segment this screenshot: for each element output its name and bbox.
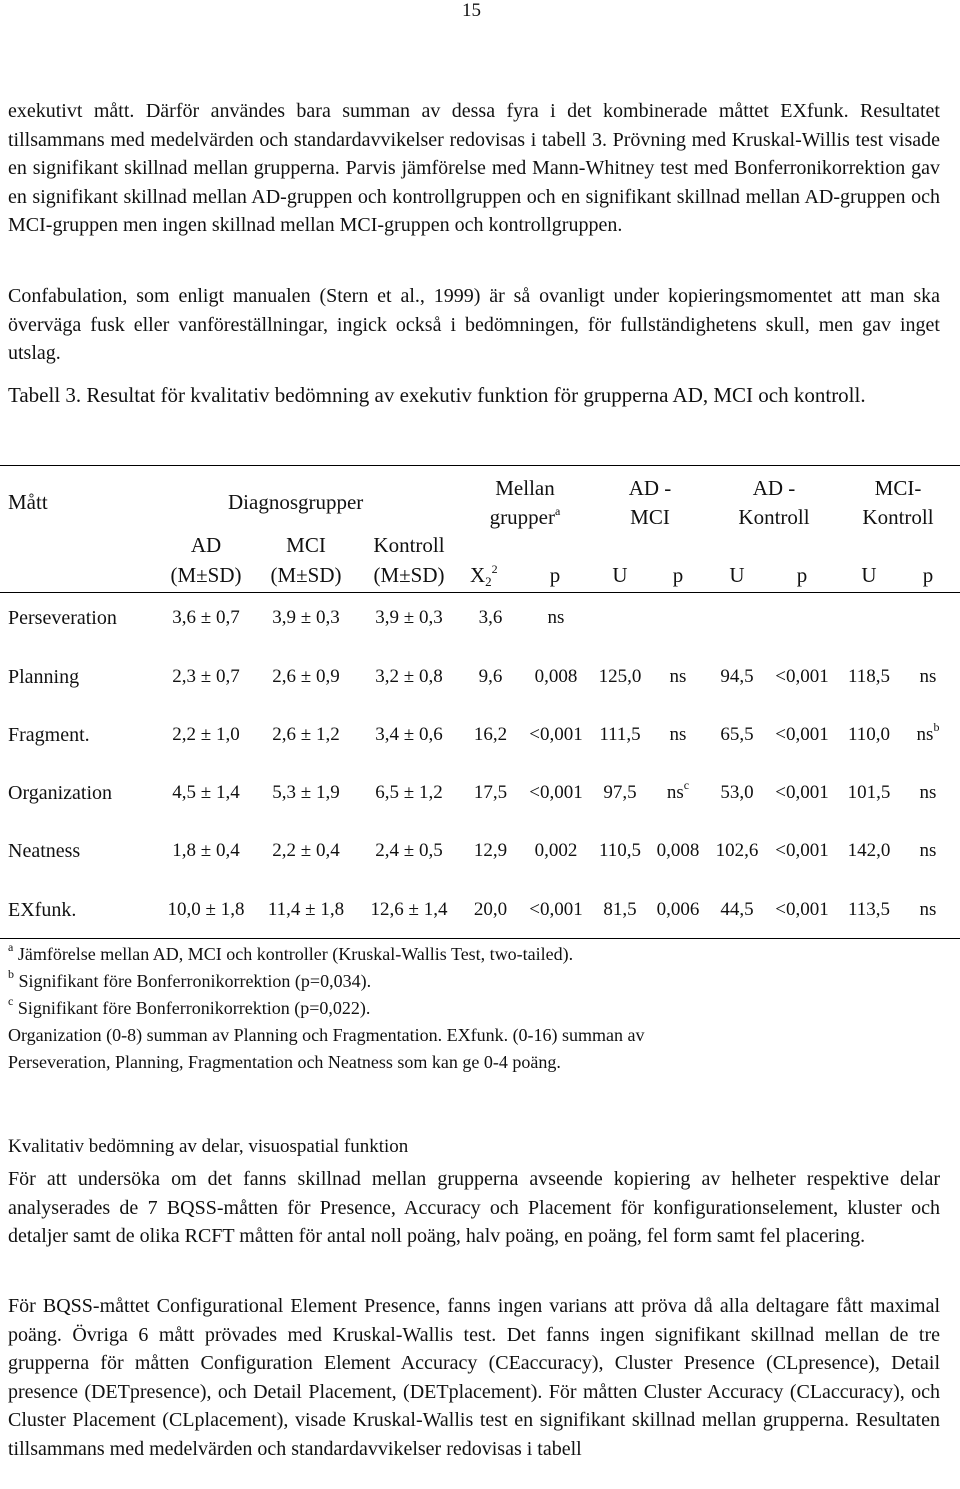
cell-mci (256, 665, 356, 689)
paragraph-section-1: För att undersöka om det fanns skillnad mellan grupperna avseende kopiering av helheter respektive delar analyserades de 7 BQSS-måtten för Presence, Accuracy och Placement för konfigurationselement, kluster och detaljer samt de olika RCFT måtten för antal noll poäng, halv poäng, en poäng, fel form samt fel placering. (8, 1168, 940, 1247)
footnote-b (8, 968, 948, 995)
cell-u-ad-mci-value: 97,5 (603, 782, 637, 803)
cell-ad (156, 839, 256, 863)
cell-p-mellan (526, 839, 586, 863)
cell-p-ad-mci-value: ns (666, 782, 684, 803)
cell-p-ad-kontroll-value: <0,001 (775, 899, 829, 920)
cell-mci-value: 2,2 ± 0,4 (272, 840, 340, 861)
cell-chi2-value: 17,5 (473, 782, 508, 803)
cell-u-mci-kontroll-value: 142,0 (847, 840, 891, 861)
cell-chi2 (463, 839, 518, 863)
cell-kontroll-value: 6,5 ± 1,2 (375, 782, 443, 803)
cell-chi2 (463, 781, 518, 805)
cell-p-ad-mci-value: ns (669, 666, 687, 687)
header-ad-mci-line2: MCI (630, 505, 670, 529)
cell-chi2 (463, 898, 518, 922)
cell-kontroll (358, 839, 460, 863)
cell-p-ad-kontroll-value: <0,001 (775, 724, 829, 745)
cell-p-ad-kontroll (770, 781, 834, 805)
cell-p-mci-kontroll (900, 665, 956, 689)
cell-ad-value: 3,6 ± 0,7 (172, 607, 240, 628)
cell-u-mci-kontroll-value: 118,5 (847, 666, 891, 687)
cell-p-ad-mci-sup: c (683, 778, 690, 792)
header-ad: AD (190, 533, 222, 557)
footnote-c (8, 995, 948, 1022)
cell-ad-value: 1,8 ± 0,4 (172, 840, 240, 861)
cell-kontroll-value: 2,4 ± 0,5 (375, 840, 443, 861)
cell-p-mellan (526, 723, 586, 747)
cell-p-ad-mci (650, 665, 706, 689)
cell-p-ad-mci-value: ns (669, 724, 687, 745)
cell-mci (256, 781, 356, 805)
cell-u-mci-kontroll (840, 839, 898, 863)
cell-u-ad-kontroll (708, 781, 766, 805)
header-mci: MCI (286, 533, 326, 557)
cell-kontroll (358, 723, 460, 747)
footnote-b-mark: b (8, 967, 14, 981)
cell-p-mci-kontroll-sup: b (933, 720, 940, 734)
cell-p-mellan-value: 0,008 (534, 666, 578, 687)
section-heading: Kvalitativ bedömning av delar, visuospatial funktion (8, 1136, 409, 1157)
cell-u-ad-mci (592, 781, 648, 805)
header-p-ad-kontroll: p (796, 563, 808, 587)
cell-p-ad-kontroll-value: <0,001 (775, 666, 829, 687)
cell-p-ad-kontroll-value: <0,001 (775, 840, 829, 861)
cell-p-mci-kontroll (900, 781, 956, 805)
cell-p-mellan-value: <0,001 (529, 782, 583, 803)
cell-u-ad-kontroll (708, 723, 766, 747)
header-mellan-line2 (470, 503, 580, 532)
header-chi-sup: 2 (491, 562, 498, 576)
header-diagnosgrupper: Diagnosgrupper (228, 490, 364, 514)
cell-p-mellan (526, 665, 586, 689)
cell-chi2 (463, 723, 518, 747)
cell-measure (8, 723, 158, 747)
cell-p-ad-kontroll (770, 898, 834, 922)
cell-p-ad-mci-value: 0,008 (656, 840, 700, 861)
cell-mci-value: 2,6 ± 1,2 (272, 724, 340, 745)
cell-u-ad-kontroll-value: 94,5 (720, 666, 754, 687)
header-u-ad-kontroll: U (729, 563, 745, 587)
cell-ad-value: 2,3 ± 0,7 (172, 666, 240, 687)
cell-measure-value: Planning (8, 666, 80, 688)
cell-u-mci-kontroll (840, 723, 898, 747)
cell-p-mci-kontroll-value: ns (919, 782, 937, 803)
cell-kontroll-value: 3,9 ± 0,3 (375, 607, 443, 628)
header-matt: Mått (8, 490, 48, 514)
footnote-c-text: Signifikant före Bonferronikorrektion (p=0,022). (13, 998, 371, 1018)
header-msd-kontroll: (M±SD) (373, 563, 445, 587)
cell-measure-value: Fragment. (8, 724, 90, 746)
cell-mci-value: 5,3 ± 1,9 (272, 782, 340, 803)
cell-p-mci-kontroll (900, 898, 956, 922)
cell-p-mci-kontroll-value: ns (919, 899, 937, 920)
cell-mci-value: 2,6 ± 0,9 (272, 666, 340, 687)
cell-u-mci-kontroll (840, 898, 898, 922)
header-p-mellan: p (549, 563, 561, 587)
cell-measure (8, 606, 158, 630)
header-p-ad-mci: p (672, 563, 684, 587)
cell-ad (156, 781, 256, 805)
cell-p-mellan-value: <0,001 (529, 899, 583, 920)
paragraph-section-2: För BQSS-måttet Configurational Element Presence, fanns ingen varians att pröva då alla deltagare fått maximal poäng. Övriga 6 mått prövades med Kruskal-Wallis test. Det fanns ingen signifikant skillnad mellan de tre grupperna för måtten Configuration Element Accuracy (CEaccuracy), Cluster Presence (CLpresence), Detail presence (DETpresence), och Detail Placement, (DETplacement). För måtten Cluster Accuracy (CLaccuracy), och Cluster Placement (CLplacement), visade Kruskal-Wallis test en signifikant skillnad mellan grupperna. Resultaten tillsammans med medelvärden och standardavvikelser redovisas i tabell (8, 1295, 940, 1460)
cell-u-mci-kontroll (840, 781, 898, 805)
cell-kontroll-value: 12,6 ± 1,4 (370, 899, 448, 920)
cell-ad-value: 4,5 ± 1,4 (172, 782, 240, 803)
cell-measure (8, 839, 158, 863)
header-ad-kontroll-line1: AD - (752, 476, 796, 500)
cell-chi2-value: 9,6 (478, 666, 503, 687)
cell-measure-value: Organization (8, 782, 113, 804)
table-bottom-rule (0, 938, 960, 939)
table-header-rule (0, 592, 960, 593)
header-chi-main: X (470, 563, 486, 587)
header-ad-mci-line1: AD - (628, 476, 672, 500)
cell-p-ad-kontroll (770, 839, 834, 863)
header-msd-ad: (M±SD) (170, 563, 242, 587)
cell-kontroll (358, 606, 460, 630)
cell-u-ad-mci-value: 110,5 (598, 840, 642, 861)
header-ad-kontroll-line2: Kontroll (738, 505, 810, 529)
page-number: 15 (462, 0, 481, 21)
cell-u-ad-mci-value: 125,0 (598, 666, 642, 687)
cell-kontroll (358, 665, 460, 689)
cell-p-mci-kontroll-value: ns (919, 840, 937, 861)
cell-p-ad-mci (650, 778, 706, 805)
paragraph-intro: exekutivt mått. Därför användes bara summan av dessa fyra i det kombinerade måttet EXfunk. Resultatet tillsammans med medelvärden och standardavvikelser redovisas i tabell 3. Prövning med Kruskal-Willis test visade en signifikant skillnad mellan grupperna. Parvis jämförelse med Mann-Whitney test med Bonferronikorrektion gav en signifikant skillnad mellan AD-gruppen och kontrollgruppen och en signifikant skillnad mellan AD-gruppen och MCI-gruppen men ingen skillnad mellan MCI-gruppen och kontrollgruppen. (8, 100, 940, 236)
cell-p-ad-mci (650, 898, 706, 922)
cell-u-ad-kontroll-value: 102,6 (715, 840, 759, 861)
cell-u-ad-kontroll (708, 665, 766, 689)
cell-p-mci-kontroll-value: ns (916, 724, 934, 745)
paragraph-confabulation: Confabulation, som enligt manualen (Stern et al., 1999) är så ovanligt under kopieringsmomentet att man ska överväga fusk eller vanföreställningar, ingick också i bedömningen, för fullständighetens skull, men gav inget utslag. (8, 285, 940, 364)
cell-mci (256, 839, 356, 863)
footnote-a (8, 941, 948, 968)
cell-mci (256, 723, 356, 747)
cell-measure (8, 665, 158, 689)
cell-u-ad-kontroll-value: 44,5 (720, 899, 754, 920)
cell-u-mci-kontroll-value: 110,0 (847, 724, 891, 745)
header-mellan-line1: Mellan (495, 476, 555, 500)
cell-mci-value: 11,4 ± 1,8 (267, 899, 345, 920)
footnote-note-line2: Perseveration, Planning, Fragmentation och Neatness som kan ge 0-4 poäng. (8, 1052, 561, 1072)
header-chi2 (470, 561, 498, 590)
cell-kontroll-value: 3,2 ± 0,8 (375, 666, 443, 687)
cell-u-ad-mci (592, 665, 648, 689)
header-u-ad-mci: U (612, 563, 628, 587)
cell-u-ad-kontroll (708, 839, 766, 863)
cell-p-ad-kontroll (770, 723, 834, 747)
cell-u-mci-kontroll (840, 665, 898, 689)
cell-p-mellan (526, 781, 586, 805)
cell-u-mci-kontroll-value: 101,5 (847, 782, 891, 803)
cell-u-ad-kontroll (708, 898, 766, 922)
footnote-b-text: Signifikant före Bonferronikorrektion (p=0,034). (14, 971, 372, 991)
header-p-mci-kontroll: p (922, 563, 934, 587)
cell-chi2 (463, 606, 518, 630)
cell-p-ad-mci (650, 723, 706, 747)
cell-ad-value: 2,2 ± 1,0 (172, 724, 240, 745)
cell-p-ad-kontroll-value: <0,001 (775, 782, 829, 803)
cell-measure-value: Neatness (8, 840, 81, 862)
header-mellan-sup: a (554, 504, 561, 518)
cell-kontroll-value: 3,4 ± 0,6 (375, 724, 443, 745)
cell-p-ad-kontroll (770, 665, 834, 689)
cell-u-ad-kontroll-value: 65,5 (720, 724, 754, 745)
cell-kontroll (358, 898, 460, 922)
cell-p-mellan-value: 0,002 (534, 840, 578, 861)
table-caption: Tabell 3. Resultat för kvalitativ bedömning av exekutiv funktion för grupperna AD, MCI och kontroll. (8, 383, 866, 407)
cell-p-mci-kontroll-value: ns (919, 666, 937, 687)
header-msd-mci: (M±SD) (270, 563, 342, 587)
cell-u-ad-mci-value: 111,5 (599, 724, 641, 745)
header-mci-kontroll-line1: MCI- (874, 476, 922, 500)
cell-u-ad-kontroll-value: 53,0 (720, 782, 754, 803)
cell-ad (156, 898, 256, 922)
header-kontroll: Kontroll (373, 533, 445, 557)
cell-measure (8, 781, 158, 805)
header-mci-kontroll-line2: Kontroll (862, 505, 934, 529)
header-chi-sub: 2 (485, 574, 492, 589)
cell-p-mellan (526, 606, 586, 630)
cell-chi2-value: 12,9 (473, 840, 508, 861)
cell-u-ad-mci (592, 839, 648, 863)
cell-mci (256, 898, 356, 922)
cell-u-ad-mci (592, 898, 648, 922)
header-u-mci-kontroll: U (861, 563, 877, 587)
cell-p-mci-kontroll (900, 720, 956, 747)
cell-p-mci-kontroll (900, 839, 956, 863)
cell-mci (256, 606, 356, 630)
cell-measure-value: EXfunk. (8, 899, 77, 921)
cell-p-ad-mci-value: 0,006 (656, 899, 700, 920)
cell-u-ad-mci-value: 81,5 (603, 899, 637, 920)
cell-ad (156, 723, 256, 747)
cell-chi2 (463, 665, 518, 689)
footnote-note-line1: Organization (0-8) summan av Planning och Fragmentation. EXfunk. (0-16) summan av (8, 1025, 645, 1045)
footnote-a-mark: a (8, 940, 14, 954)
cell-mci-value: 3,9 ± 0,3 (272, 607, 340, 628)
cell-p-mellan-value: ns (547, 607, 565, 628)
table-top-rule (0, 465, 960, 466)
cell-p-mellan (526, 898, 586, 922)
footnote-c-mark: c (8, 994, 14, 1008)
footnote-a-text: Jämförelse mellan AD, MCI och kontroller (Kruskal-Wallis Test, two-tailed). (13, 944, 574, 964)
cell-measure (8, 898, 158, 922)
header-mellan-text: grupper (489, 505, 555, 529)
cell-u-ad-mci (592, 723, 648, 747)
cell-chi2-value: 3,6 (478, 607, 503, 628)
cell-chi2-value: 20,0 (473, 899, 508, 920)
cell-measure-value: Perseveration (8, 607, 117, 629)
cell-ad (156, 665, 256, 689)
cell-ad-value: 10,0 ± 1,8 (167, 899, 245, 920)
cell-p-ad-mci (650, 839, 706, 863)
cell-ad (156, 606, 256, 630)
cell-kontroll (358, 781, 460, 805)
cell-p-mellan-value: <0,001 (529, 724, 583, 745)
cell-chi2-value: 16,2 (473, 724, 508, 745)
cell-u-mci-kontroll-value: 113,5 (847, 899, 891, 920)
